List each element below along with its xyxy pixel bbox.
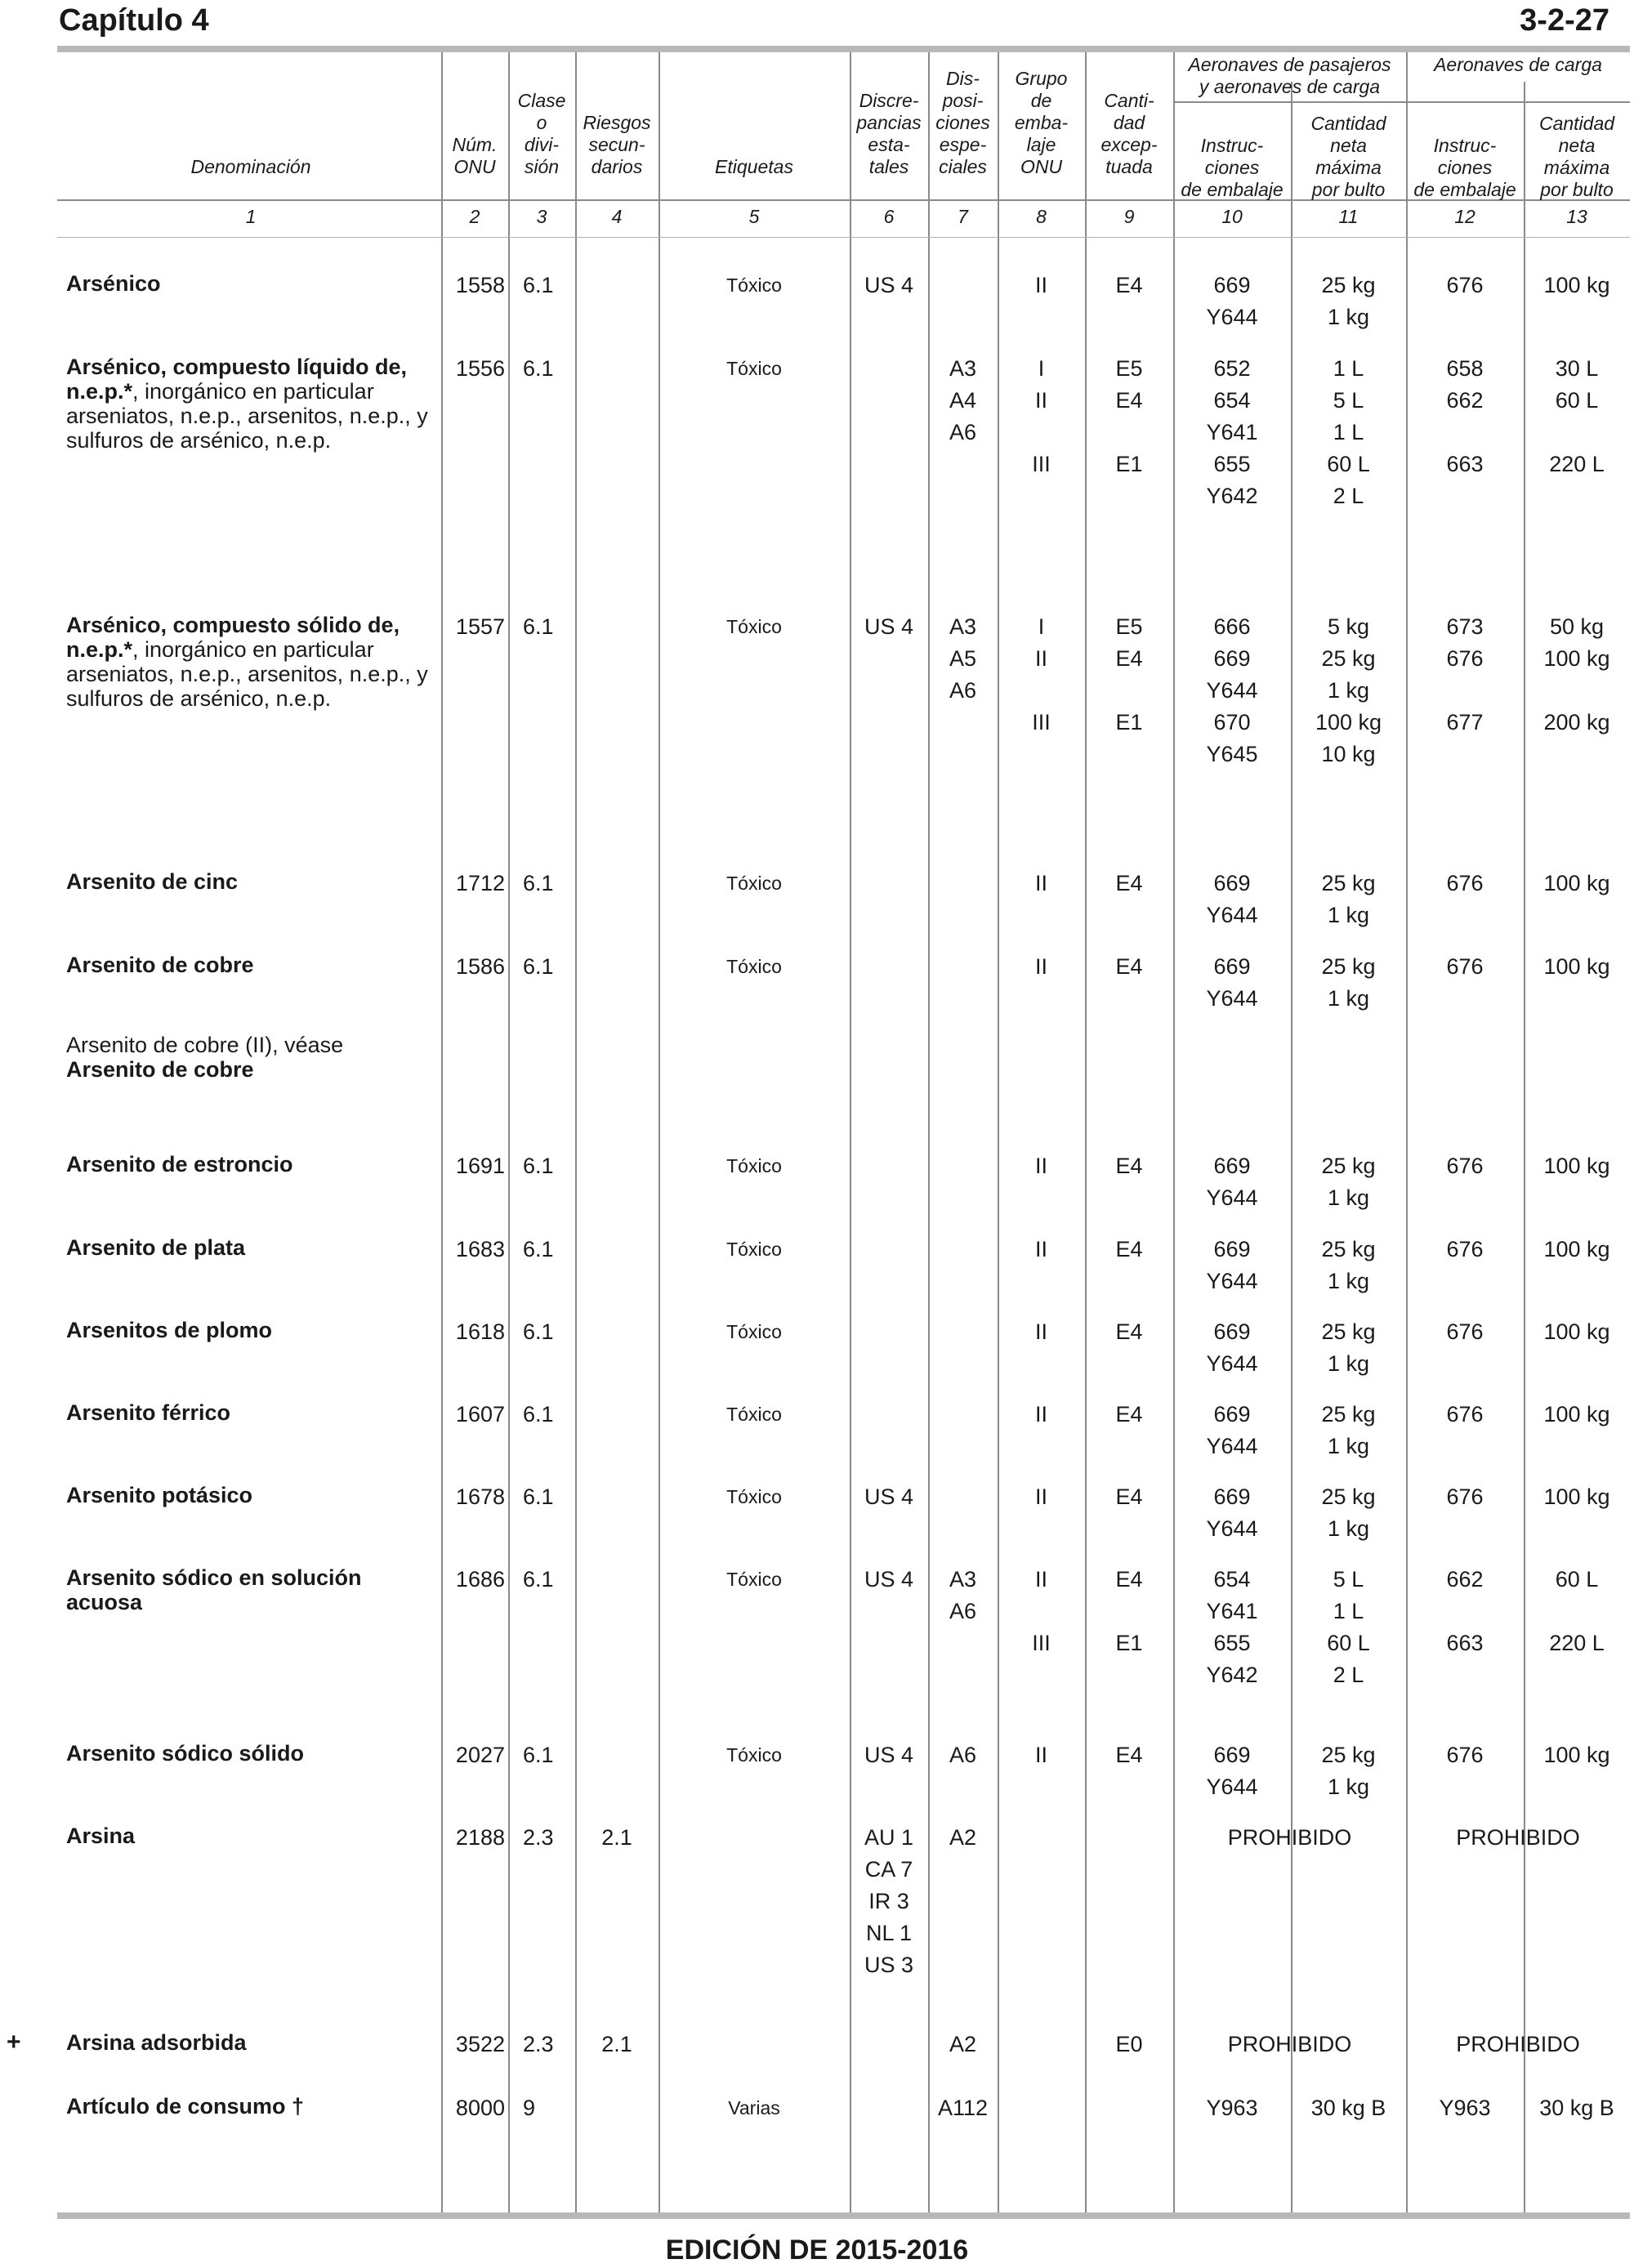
cell-qty: 25 kg 1 kg — [1321, 1154, 1376, 1210]
substance-name-bold: Arsenito férrico — [66, 1400, 231, 1425]
substance-name — [66, 1318, 434, 1342]
cell-cpi: 658 662 663 — [1446, 356, 1484, 476]
cell-prohibited-cargo: PROHIBIDO — [1456, 1825, 1580, 1850]
cell-eq: E4 — [1115, 1743, 1143, 1767]
substance-name-bold: Arsina — [66, 1824, 136, 1848]
cell-cpi: 676 — [1446, 1237, 1484, 1261]
cell-sp: A2 — [949, 2032, 977, 2056]
cell-cls: 6.1 — [523, 273, 554, 297]
cell-cpi: 676 — [1446, 954, 1484, 979]
col-number: 4 — [611, 206, 623, 227]
substance-name — [66, 2094, 434, 2118]
col-header-packing-group: Grupo de emba- laje ONU — [1014, 68, 1069, 177]
cell-eq: E4 — [1115, 1402, 1143, 1426]
substance-name — [66, 1565, 434, 1614]
substance-name-bold: Arsenito sódico sólido — [66, 1741, 305, 1766]
cell-cpi: 662 663 — [1446, 1567, 1484, 1655]
cell-cls: 6.1 — [523, 1319, 554, 1344]
cell-un: 1712 — [455, 871, 505, 895]
cell-var: US 4 — [864, 614, 914, 639]
cell-pi: 669 Y644 — [1206, 871, 1258, 927]
cell-cqty: 100 kg — [1543, 1743, 1610, 1767]
cell-label: Varias — [728, 2097, 780, 2118]
cell-pi: 652 654 Y641 655 Y642 — [1206, 356, 1258, 508]
cell-un: 1678 — [455, 1484, 505, 1509]
substance-name — [66, 1033, 434, 1082]
cell-sp: A6 — [949, 1743, 977, 1767]
cell-qty: 25 kg 1 kg — [1321, 1743, 1376, 1799]
cell-qty: 25 kg 1 kg — [1321, 1402, 1376, 1458]
cell-cls: 6.1 — [523, 614, 554, 639]
substance-name-bold: Arsenito de cobre — [66, 953, 254, 977]
cell-pi: 669 Y644 — [1206, 273, 1258, 329]
cell-cls: 2.3 — [523, 2032, 554, 2056]
cell-un: 1586 — [455, 954, 505, 979]
cell-pg: II — [1034, 1154, 1047, 1178]
substance-name — [66, 1235, 434, 1260]
col-header-class: Clase o divi- sión — [517, 90, 566, 177]
cell-label: Tóxico — [726, 358, 782, 379]
substance-name-detail: , inorgánico en particular arseniatos, n.e.p., arsenitos, n.e.p., y sulfuros de arsénico, n.e.p. — [66, 637, 428, 711]
cell-label: Tóxico — [726, 1486, 782, 1507]
cell-qty: 5 L 1 L 60 L 2 L — [1327, 1567, 1370, 1687]
col-header-excepted: Canti- dad excep- tuada — [1100, 90, 1158, 177]
substance-name — [66, 1400, 434, 1425]
cell-un: 2188 — [455, 1825, 505, 1850]
bottom-rule — [57, 2212, 1630, 2219]
cell-un: 1557 — [455, 614, 505, 639]
cell-cpi: Y963 — [1439, 2096, 1491, 2120]
cell-sp: A2 — [949, 1825, 977, 1850]
substance-name-bold: Arsenito de cinc — [66, 869, 239, 894]
cell-sp: A3 A4 A6 — [949, 356, 977, 444]
cell-pi: Y963 — [1206, 2096, 1258, 2120]
substance-name-bold: Arsenito de plata — [66, 1235, 246, 1260]
cell-label: Tóxico — [726, 1569, 782, 1590]
cell-label: Tóxico — [726, 873, 782, 894]
cell-qty: 5 kg 25 kg 1 kg 100 kg 10 kg — [1315, 614, 1382, 766]
cell-pg: II — [1034, 1743, 1047, 1767]
cell-label: Tóxico — [726, 1404, 782, 1425]
cell-eq: E4 — [1115, 1154, 1143, 1178]
col-divider — [508, 52, 510, 2212]
col-number: 9 — [1123, 206, 1135, 227]
cell-qty: 25 kg 1 kg — [1321, 1319, 1376, 1376]
cell-prohibited-passenger: PROHIBIDO — [1227, 1825, 1352, 1850]
cell-un: 1607 — [455, 1402, 505, 1426]
col-number: 11 — [1338, 206, 1359, 227]
col-number: 6 — [883, 206, 895, 227]
cell-pg: I II III — [1032, 356, 1051, 476]
cell-pg: II — [1034, 1402, 1047, 1426]
cell-un: 1686 — [455, 1567, 505, 1592]
cell-un: 8000 — [455, 2096, 505, 2120]
substance-name — [66, 953, 434, 977]
cell-qty: 25 kg 1 kg — [1321, 954, 1376, 1011]
cell-sp: A3 A6 — [949, 1567, 977, 1623]
cell-cqty: 100 kg — [1543, 1237, 1610, 1261]
cell-un: 2027 — [455, 1743, 505, 1767]
cell-eq: E4 — [1115, 954, 1143, 979]
cell-cqty: 30 L 60 L 220 L — [1549, 356, 1605, 476]
substance-name-plain: Arsenito de cobre (II), véase — [66, 1033, 344, 1057]
substance-name-bold: Arsénico — [66, 271, 161, 296]
cell-cpi: 676 — [1446, 1402, 1484, 1426]
cell-label: Tóxico — [726, 1744, 782, 1766]
col-number: 10 — [1221, 206, 1243, 227]
cell-pi: 669 Y644 — [1206, 1484, 1258, 1541]
cell-pi: 669 Y644 — [1206, 1319, 1258, 1376]
cell-cpi: 676 — [1446, 1743, 1484, 1767]
cell-cls: 6.1 — [523, 871, 554, 895]
cell-pg: II — [1034, 273, 1047, 297]
substance-name-bold: Arsenitos de plomo — [66, 1318, 273, 1342]
cell-cls: 6.1 — [523, 1743, 554, 1767]
cell-pg: II — [1034, 1319, 1047, 1344]
cell-pi: 666 669 Y644 670 Y645 — [1206, 614, 1258, 766]
substance-name-bold: Arsénico, compuesto sólido de, n.e.p.* — [66, 613, 400, 662]
cell-cpi: 676 — [1446, 1154, 1484, 1178]
cell-un: 1558 — [455, 273, 505, 297]
substance-name-bold: Artículo de consumo † — [66, 2094, 305, 2118]
cell-cpi: 676 — [1446, 871, 1484, 895]
col-header-pi-passenger: Instruc- ciones de embalaje — [1181, 135, 1284, 200]
cell-qty: 25 kg 1 kg — [1321, 1484, 1376, 1541]
cell-cls: 9 — [523, 2096, 536, 2120]
substance-name — [66, 1483, 434, 1507]
substance-name-bold: Arsenito potásico — [66, 1483, 253, 1507]
cell-pg: I II III — [1032, 614, 1051, 734]
cell-cqty: 100 kg — [1543, 871, 1610, 895]
cell-cqty: 100 kg — [1543, 1402, 1610, 1426]
cell-cpi: 676 — [1446, 1319, 1484, 1344]
cell-pg: II — [1034, 1237, 1047, 1261]
number-rule — [57, 237, 1630, 238]
cell-cqty: 100 kg — [1543, 1484, 1610, 1509]
col-number: 7 — [958, 206, 968, 227]
cell-cpi: 676 — [1446, 273, 1484, 297]
col-header-un: Núm. ONU — [452, 134, 498, 177]
cell-var: US 4 — [864, 273, 914, 297]
substance-name — [66, 1741, 434, 1766]
cell-pi: 669 Y644 — [1206, 954, 1258, 1011]
col-number: 3 — [536, 206, 547, 227]
cell-var: AU 1 CA 7 IR 3 NL 1 US 3 — [864, 1825, 914, 1977]
cell-eq: E4 — [1115, 1319, 1143, 1344]
cell-label: Tóxico — [726, 1239, 782, 1260]
page-number: 3-2-27 — [1520, 3, 1609, 38]
cell-pg: II — [1034, 871, 1047, 895]
substance-name-bold: Arsénico, compuesto líquido de, n.e.p.* — [66, 355, 408, 404]
cell-un: 1556 — [455, 356, 505, 381]
substance-name — [66, 613, 434, 711]
substance-name-bold: Arsenito sódico en solución acuosa — [66, 1565, 362, 1614]
cell-qty: 25 kg 1 kg — [1321, 871, 1376, 927]
substance-name — [66, 271, 434, 296]
col-divider — [575, 52, 577, 2212]
col-number: 5 — [748, 206, 760, 227]
cell-un: 1618 — [455, 1319, 505, 1344]
col-header-denominacion: Denominación — [190, 156, 311, 177]
cell-var: US 4 — [864, 1567, 914, 1592]
cell-un: 3522 — [455, 2032, 505, 2056]
col-header-special: Dis- posi- ciones espe- ciales — [935, 68, 990, 177]
cell-qty: 25 kg 1 kg — [1321, 1237, 1376, 1293]
top-rule — [57, 46, 1630, 52]
col-number: 13 — [1566, 206, 1587, 227]
cell-eq: E4 — [1115, 871, 1143, 895]
cell-sub: 2.1 — [601, 1825, 632, 1850]
cell-pi: 669 Y644 — [1206, 1154, 1258, 1210]
cell-eq: E4 — [1115, 1484, 1143, 1509]
cell-label: Tóxico — [726, 616, 782, 637]
col-header-subsidiary: Riesgos secun- darios — [583, 112, 651, 177]
substance-name-detail: , inorgánico en particular arseniatos, n.e.p., arsenitos, n.e.p., y sulfuros de arsénico, n.e.p. — [66, 379, 428, 453]
col-header-pi-cargo: Instruc- ciones de embalaje — [1413, 135, 1516, 200]
cell-un: 1683 — [455, 1237, 505, 1261]
substance-name — [66, 869, 434, 894]
cell-cpi: 676 — [1446, 1484, 1484, 1509]
substance-name-ref: Arsenito de cobre — [66, 1057, 254, 1082]
cell-pg: II — [1034, 954, 1047, 979]
cell-cqty: 30 kg B — [1539, 2096, 1614, 2120]
cell-label: Tóxico — [726, 1155, 782, 1176]
substance-name — [66, 1824, 434, 1848]
cell-cls: 6.1 — [523, 1154, 554, 1178]
cell-cls: 6.1 — [523, 1237, 554, 1261]
substance-name-bold: Arsenito de estroncio — [66, 1152, 293, 1176]
col-number: 2 — [469, 206, 480, 227]
cell-var: US 4 — [864, 1484, 914, 1509]
chapter-title: Capítulo 4 — [59, 3, 209, 38]
cell-cqty: 100 kg — [1543, 273, 1610, 297]
group-header-passenger: Aeronaves de pasajeros y aeronaves de carga — [1188, 54, 1391, 97]
cell-qty: 25 kg 1 kg — [1321, 273, 1376, 329]
group-header-cargo: Aeronaves de carga — [1434, 54, 1602, 75]
cell-cls: 6.1 — [523, 1402, 554, 1426]
col-number: 8 — [1036, 206, 1047, 227]
cell-un: 1691 — [455, 1154, 505, 1178]
col-number: 12 — [1454, 206, 1476, 227]
col-header-labels: Etiquetas — [715, 156, 793, 177]
cell-var: US 4 — [864, 1743, 914, 1767]
substance-name — [66, 355, 434, 453]
col-header-qty-cargo: Cantidad neta máxima por bulto — [1538, 113, 1615, 200]
cell-sub: 2.1 — [601, 2032, 632, 2056]
cell-prohibited-passenger: PROHIBIDO — [1227, 2032, 1352, 2056]
cell-eq: E5 E4 E1 — [1115, 614, 1143, 734]
cell-pi: 669 Y644 — [1206, 1237, 1258, 1293]
col-number: 1 — [245, 206, 257, 227]
cell-qty: 30 kg B — [1310, 2096, 1386, 2120]
cell-cqty: 60 L 220 L — [1549, 1567, 1605, 1655]
cell-cls: 6.1 — [523, 1484, 554, 1509]
cell-cqty: 100 kg — [1543, 1319, 1610, 1344]
cell-cqty: 50 kg 100 kg 200 kg — [1543, 614, 1610, 734]
cell-label: Tóxico — [726, 1321, 782, 1342]
cell-eq: E4 — [1115, 1237, 1143, 1261]
cell-cls: 2.3 — [523, 1825, 554, 1850]
cell-cls: 6.1 — [523, 356, 554, 381]
col-header-variations: Discre- pancias esta- tales — [856, 90, 922, 177]
amendment-mark: + — [7, 2029, 21, 2056]
cell-cqty: 100 kg — [1543, 954, 1610, 979]
cell-cls: 6.1 — [523, 954, 554, 979]
cell-cpi: 673 676 677 — [1446, 614, 1484, 734]
cell-pi: 669 Y644 — [1206, 1743, 1258, 1799]
cell-cqty: 100 kg — [1543, 1154, 1610, 1178]
cell-qty: 1 L 5 L 1 L 60 L 2 L — [1327, 356, 1370, 508]
col-header-qty-passenger: Cantidad neta máxima por bulto — [1310, 113, 1386, 200]
substance-name-bold: Arsina adsorbida — [66, 2030, 247, 2055]
cell-label: Tóxico — [726, 275, 782, 296]
cell-eq: E5 E4 E1 — [1115, 356, 1143, 476]
cell-pi: 654 Y641 655 Y642 — [1206, 1567, 1258, 1687]
cell-prohibited-cargo: PROHIBIDO — [1456, 2032, 1580, 2056]
cell-eq: E4 E1 — [1115, 1567, 1143, 1655]
substance-name — [66, 1152, 434, 1176]
cell-eq: E4 — [1115, 273, 1143, 297]
cell-eq: E0 — [1115, 2032, 1143, 2056]
cell-sp: A3 A5 A6 — [949, 614, 977, 703]
substance-name — [66, 2030, 434, 2055]
edition-footer: EDICIÓN DE 2015-2016 — [665, 2235, 969, 2266]
cell-label: Tóxico — [726, 956, 782, 977]
cell-cls: 6.1 — [523, 1567, 554, 1592]
cell-pg: II — [1034, 1484, 1047, 1509]
cell-pg: II III — [1032, 1567, 1051, 1655]
cell-sp: A112 — [937, 2096, 989, 2120]
cell-pi: 669 Y644 — [1206, 1402, 1258, 1458]
